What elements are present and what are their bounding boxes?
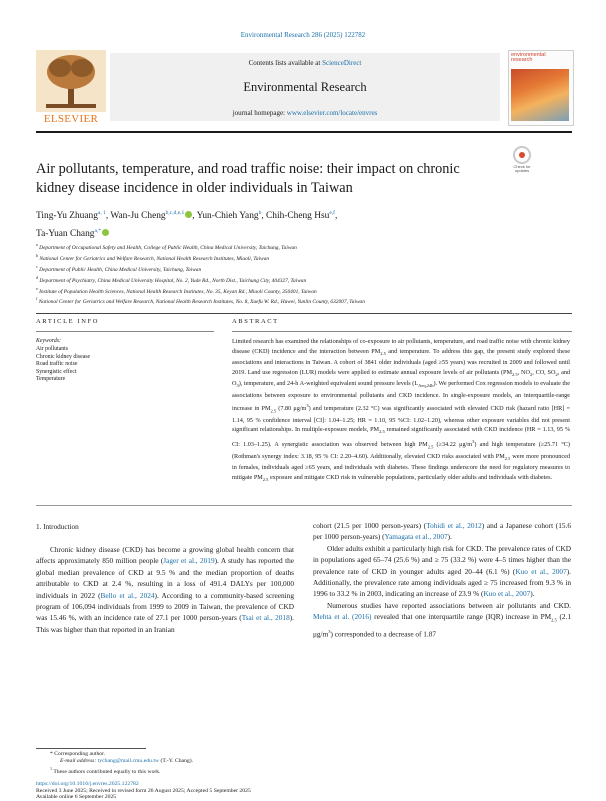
footnote-rule	[36, 748, 146, 749]
affiliation: $^d$ Department of Psychiatry, China Medical University Hospital, No. 2, Yude Rd., North Dist., Taichung City, 404327, Taiwan	[36, 274, 307, 284]
article-title: Air pollutants, temperature, and road traffic noise: their impact on chronic kidney disease incidence in older individuals in Taiwan	[36, 161, 460, 196]
article-info-heading: ARTICLE INFO	[36, 318, 100, 325]
citation-link[interactable]: Jager et al., 2019	[163, 556, 215, 566]
affiliation: $^f$ National Center for Geriatrics and Welfare Research, National Health Research Institutes, No. 8, Xuefu W. Rd., Huwei, Yunlin County, 632007, Taiwan	[36, 296, 365, 306]
abstract-heading: ABSTRACT	[232, 318, 279, 325]
journal-reference[interactable]: Environmental Research 286 (2025) 122782	[240, 31, 366, 39]
cover-title: environmental research	[511, 52, 546, 63]
article-metadata	[36, 781, 572, 794]
email-note: E-mail address: tychang@mail.cmu.edu.tw (T.-Y. Chang).	[60, 758, 194, 765]
sciencedirect-link[interactable]: ScienceDirect	[322, 59, 362, 67]
author[interactable]: Yun-Chieh Yang$^b$	[196, 210, 262, 222]
citation-link[interactable]: Tsai et al., 2018	[241, 613, 290, 623]
abstract-underline	[232, 331, 572, 332]
section-rule	[36, 313, 572, 314]
cover-image	[511, 69, 569, 121]
elsevier-logo	[36, 50, 106, 123]
abstract-end-rule	[36, 505, 572, 506]
paragraph: Older adults exhibit a particularly high risk for CKD. The prevalence rates of CKD in populations aged 65–74 (25.6 %) and ≥ 75 (33.2 %) were 4–5 times higher than the prevalence rate of CKD in younger adults aged 20–44 (6.1 %) (Kuo et al., 2007). Additionally, the prevalence rate among individuals aged ≥ 75 increased from 9.3 % in 1996 to 33.2 % in 2003, indicating an increase of 23.9 % (Kuo et al., 2007).	[313, 543, 571, 599]
homepage-link[interactable]: www.elsevier.com/locate/envres	[286, 109, 378, 117]
contents-line: Contents lists available at ScienceDirect	[248, 59, 362, 67]
check-for-updates-button[interactable]: Check for updates	[511, 146, 533, 174]
keywords-list	[36, 346, 166, 384]
journal-name: Environmental Research	[243, 80, 367, 94]
affiliation: $^e$ Institute of Population Health Sciences, National Health Research Institutes, No. 35, Keyan Rd., Miaoli County, 350401, Taiwan	[36, 285, 317, 295]
paragraph: cohort (21.5 per 1000 person-years) (Tohidi et al., 2012) and a Japanese cohort (15.6 per 1000 person-years) (Yamagata et al., 2007).	[313, 521, 571, 542]
author-list: Ting-Yu Zhuang$^{a, 1}$, Wan-Ju Cheng$^{b,c,d,e,1}$ , Yun-Chieh Yang$^b$, Chih-Cheng Hsu$^{e,f}$, Ta-Yuan Chang$^{a,*}$	[36, 210, 338, 240]
header-rule	[36, 131, 572, 133]
journal-info-box	[110, 53, 500, 121]
equal-contribution-note: $^1$ These authors contributed equally to this work.	[50, 766, 161, 776]
introduction-left-column: Chronic kidney disease (CKD) has become a growing global health concern that affects approximately 850 million people (Jager et al., 2019). A study has reported the global median prevalence of CKD at 9.5 % and the median proportion of deaths attributable to CKD at 2.4 %, resulting in a loss of 491.4 DALYs per 100,000 individuals in 2022 (Bello et al., 2024). According to a community-based screening program of 106,094 individuals from 1999 to 2009 in Taiwan, the prevalence of CKD was 15.46 %, with an incidence rate of 27.1 per 1000 person-years (Tsai et al., 2018). This was higher than that reported in an Iranian	[36, 545, 294, 634]
abstract-text: Limited research has examined the relationships of co-exposure to air pollutants, temperature, and road traffic noise with chronic kidney disease (CKD) incidence and the interaction between $PM_{2.5}$ and temperature. To address this gap, the present study explored these associations and interactions in Taiwan. A cohort of 3841 older individuals (aged ≥55 years) was recruited in 2009 and followed until 2019. Land use regression (LUR) models were applied to estimate annual exposure levels of air pollutants ($PM_{2.5}$, $NO_2$, CO, $SO_2$, and $O_3$), temperature, and 24-h A-weighted equivalent sound pressure levels $(L_{Aeq,24h})$. We performed Cox regression models to evaluate the associations between exposure to environmental pollutants and CKD incidence. In single-exposure models, an interquartile-range increase in $PM_{2.5}$ (7.80 $\mu g/m^3$) and temperature (2.32 °C) was significantly associated with elevated CKD risk (hazard ratio [HR] = 1.14, 95 % confidence interval [CI]: 1.04–1.25; HR = 1.10, 95 %CI: 1.02–1.20), whereas other exposure variables did not present significant relationships. In multiple-exposure models, $PM_{2.5}$ remained significantly associated with CKD incidence (HR = 1.13, 95 % CI: 1.03–1.25). A synergistic association was observed between high $PM_{2.5}$ (≥34.22 $\mu g/m^3$) and high temperature (≥25.71 °C) (Rothman's synergy index: 3.18, 95 % CI: 2.20–4.60). Additionally, elevated CKD risks associated with $PM_{2.5}$ were more pronounced in females, individuals aged ≥65 years, and individuals with diabetes. These findings underscore the need for regulatory measures to mitigate $PM_{2.5}$ exposure and mitigate CKD risk in vulnerable populations, particularly older adults and individuals with diabetes.	[232, 338, 571, 482]
journal-cover[interactable]	[508, 50, 574, 126]
keywords-label: Keywords:	[36, 338, 61, 344]
author[interactable]: Ta-Yuan Chang$^{a,*}$	[36, 229, 109, 239]
keyword: Road traffic noise	[36, 361, 78, 367]
elsevier-tree-icon	[36, 50, 106, 112]
author[interactable]: Chih-Cheng Hsu$^{e,f}$	[266, 210, 335, 222]
keyword: Synergistic effect	[36, 368, 77, 375]
received-dates: Received 3 June 2025; Received in revised form 26 August 2025; Accepted 5 September 2025	[36, 787, 251, 794]
corresponding-author-note: * Corresponding author.	[50, 751, 106, 757]
paragraph: Numerous studies have reported associations between air pollutants and CKD. Mehta et al. (2016) revealed that one interquartile range (IQR) increase in $PM_{2.5}$ (2.1 $\mu g/m^3$) corresponded to a decrease of 1.87	[313, 600, 571, 639]
author[interactable]: Ting-Yu Zhuang$^{a, 1}$	[36, 210, 106, 222]
citation-link[interactable]: Mehta et al. (2016)	[313, 612, 372, 622]
keyword: Air pollutants	[36, 346, 69, 352]
citation-link[interactable]: Yamagata et al., 2007	[384, 532, 448, 542]
orcid-icon[interactable]	[102, 229, 109, 236]
keyword: Chronic kidney disease	[36, 353, 91, 360]
affiliation: $^a$ Department of Occupational Safety and Health, College of Public Health, China Medical University, Taichung, Taiwan	[36, 242, 297, 251]
affiliation: $^c$ Department of Public Health, China Medical University, Taichung, Taiwan	[36, 263, 202, 273]
affiliations	[36, 241, 506, 306]
availability: Available online 6 September 2025	[36, 794, 117, 800]
email-link[interactable]: tychang@mail.cmu.edu.tw	[97, 758, 160, 765]
affiliation: $^b$ National Center for Geriatrics and Welfare Research, National Health Research Institutes, Miaoli, Taiwan	[36, 252, 270, 262]
elsevier-wordmark: ELSEVIER	[43, 113, 99, 125]
citation-link[interactable]: Bello et al., 2024	[100, 590, 155, 600]
introduction-right-column	[313, 520, 571, 640]
keyword: Temperature	[36, 376, 66, 382]
check-updates-icon	[513, 146, 531, 164]
citation-link[interactable]: Kuo et al., 2007	[515, 566, 567, 576]
doi-link[interactable]: https://doi.org/10.1016/j.envres.2025.122782	[36, 781, 139, 787]
introduction-heading: 1. Introduction	[36, 523, 79, 531]
journal-banner	[36, 50, 572, 125]
citation-link[interactable]: Tohidi et al., 2012	[426, 521, 482, 530]
footnotes	[36, 751, 336, 777]
homepage-line: journal homepage: www.elsevier.com/locate/envres	[232, 109, 378, 117]
citation-link[interactable]: Kuo et al., 2007	[483, 589, 531, 599]
author[interactable]: Wan-Ju Cheng$^{b,c,d,e,1}$	[110, 211, 192, 221]
article-info-underline	[36, 331, 214, 332]
